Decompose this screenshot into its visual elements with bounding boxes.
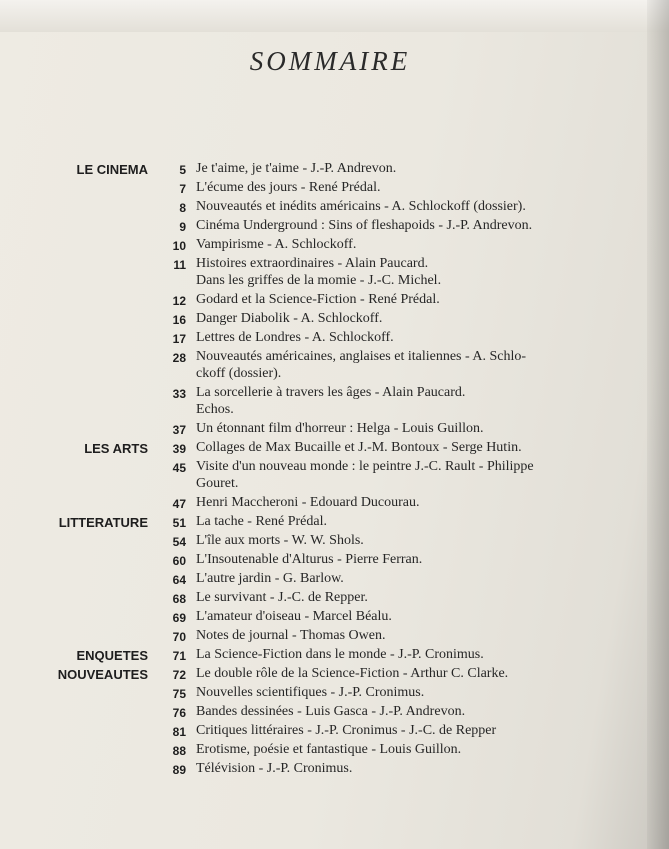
- page-number: 81: [172, 725, 186, 739]
- toc-entry: [0, 665, 669, 684]
- page-number: 8: [179, 201, 186, 215]
- entry-text: Vampirisme - A. Schlockoff.: [196, 237, 357, 252]
- toc-entry: [0, 420, 669, 439]
- page-number: 51: [172, 516, 186, 530]
- toc-entry: [0, 384, 669, 420]
- page-number: 76: [172, 706, 186, 720]
- toc-entry: [0, 291, 669, 310]
- section-heading: LE CINEMA: [76, 162, 148, 177]
- entry-text: L'Insoutenable d'Alturus - Pierre Ferran.: [196, 552, 423, 567]
- page-title: SOMMAIRE: [249, 46, 411, 76]
- toc-entry: [0, 310, 669, 329]
- page-number: 12: [172, 294, 186, 308]
- toc-entry: [0, 570, 669, 589]
- page-number: 16: [172, 313, 186, 327]
- section-heading: LES ARTS: [84, 441, 148, 456]
- page-number: 11: [173, 258, 186, 272]
- toc-entry: [0, 589, 669, 608]
- page-number: 71: [172, 649, 186, 663]
- entry-text: Critiques littéraires - J.-P. Cronimus - J.-C. de Repper: [196, 723, 497, 738]
- entry-text: L'amateur d'oiseau - Marcel Béalu.: [196, 609, 392, 624]
- entry-text: Télévision - J.-P. Cronimus.: [196, 761, 353, 776]
- page-number: 7: [179, 182, 186, 196]
- entry-text: La sorcellerie à travers les âges - Alain Paucard. Echos.: [196, 385, 466, 417]
- page-number: 37: [172, 423, 186, 437]
- page-number: 17: [172, 332, 186, 346]
- toc-entry: [0, 741, 669, 760]
- page-number: 54: [172, 535, 186, 549]
- entry-text: L'écume des jours - René Prédal.: [196, 180, 381, 195]
- entry-text: Le double rôle de la Science-Fiction - Arthur C. Clarke.: [196, 666, 509, 681]
- toc-entry: [0, 236, 669, 255]
- toc-entry: [0, 760, 669, 779]
- page-number: 70: [172, 630, 186, 644]
- section-heading: NOUVEAUTES: [57, 667, 148, 682]
- entry-text: Collages de Max Bucaille et J.-M. Bontoux - Serge Hutin.: [196, 440, 522, 455]
- entry-text: Lettres de Londres - A. Schlockoff.: [196, 330, 394, 345]
- section-heading: ENQUETES: [76, 648, 148, 663]
- page-number: 64: [172, 573, 186, 587]
- toc-entry: [0, 255, 669, 291]
- toc-entry: [0, 722, 669, 741]
- entry-text: Henri Maccheroni - Edouard Ducourau.: [196, 495, 420, 510]
- entry-text: Notes de journal - Thomas Owen.: [196, 628, 386, 643]
- entry-text: Nouvelles scientifiques - J.-P. Cronimus.: [196, 685, 425, 700]
- toc-entry: [0, 179, 669, 198]
- entry-text: Erotisme, poésie et fantastique - Louis Guillon.: [196, 742, 462, 757]
- entry-text: Godard et la Science-Fiction - René Prédal.: [196, 292, 440, 307]
- toc-entry: [0, 458, 669, 494]
- entry-text: Nouveautés américaines, anglaises et italiennes - A. Schlo- ckoff (dossier).: [196, 349, 527, 381]
- toc-entry: [0, 513, 669, 532]
- page-number: 88: [172, 744, 186, 758]
- page-number: 9: [179, 220, 186, 234]
- toc-entry: [0, 551, 669, 570]
- entry-text: Cinéma Underground : Sins of fleshapoids - J.-P. Andrevon.: [196, 218, 533, 233]
- entry-text: Visite d'un nouveau monde : le peintre J.-C. Rault - Philippe Gouret.: [196, 459, 534, 491]
- page-number: 45: [172, 461, 186, 475]
- toc-entry: [0, 217, 669, 236]
- page-number: 28: [172, 351, 186, 365]
- toc-entry: [0, 348, 669, 384]
- entry-text: Le survivant - J.-C. de Repper.: [196, 590, 368, 605]
- toc-entry: [0, 329, 669, 348]
- page-number: 60: [172, 554, 186, 568]
- toc-entry: [0, 494, 669, 513]
- toc-entry: [0, 608, 669, 627]
- toc-entry: [0, 627, 669, 646]
- toc-entry: [0, 684, 669, 703]
- page-number: 10: [172, 239, 186, 253]
- page-top-edge: [0, 0, 669, 32]
- toc-entry: [0, 439, 669, 458]
- page-number: 5: [179, 163, 186, 177]
- entry-text: Danger Diabolik - A. Schlockoff.: [196, 311, 383, 326]
- toc-entry: [0, 703, 669, 722]
- page-number: 39: [172, 442, 186, 456]
- entry-text: Bandes dessinées - Luis Gasca - J.-P. Andrevon.: [196, 704, 466, 719]
- toc-entry: [0, 646, 669, 665]
- toc-entry: [0, 160, 669, 179]
- table-of-contents: [0, 160, 669, 779]
- entry-text: L'île aux morts - W. W. Shols.: [196, 533, 364, 548]
- page-number: 89: [172, 763, 186, 777]
- page-number: 72: [172, 668, 186, 682]
- entry-text: Un étonnant film d'horreur : Helga - Louis Guillon.: [196, 421, 484, 436]
- page-number: 75: [172, 687, 186, 701]
- entry-text: La Science-Fiction dans le monde - J.-P. Cronimus.: [196, 647, 484, 662]
- toc-entry: [0, 532, 669, 551]
- page-number: 69: [172, 611, 186, 625]
- toc-entry: [0, 198, 669, 217]
- page-number: 47: [172, 497, 186, 511]
- entry-text: Nouveautés et inédits américains - A. Schlockoff (dossier).: [196, 199, 526, 214]
- entry-text: L'autre jardin - G. Barlow.: [196, 571, 344, 586]
- page-number: 33: [172, 387, 186, 401]
- entry-text: Histoires extraordinaires - Alain Paucard. Dans les griffes de la momie - J.-C. Michel.: [196, 256, 442, 288]
- entry-text: Je t'aime, je t'aime - J.-P. Andrevon.: [196, 161, 397, 176]
- entry-text: La tache - René Prédal.: [196, 514, 327, 529]
- section-heading: LITTERATURE: [58, 515, 148, 530]
- page-number: 68: [172, 592, 186, 606]
